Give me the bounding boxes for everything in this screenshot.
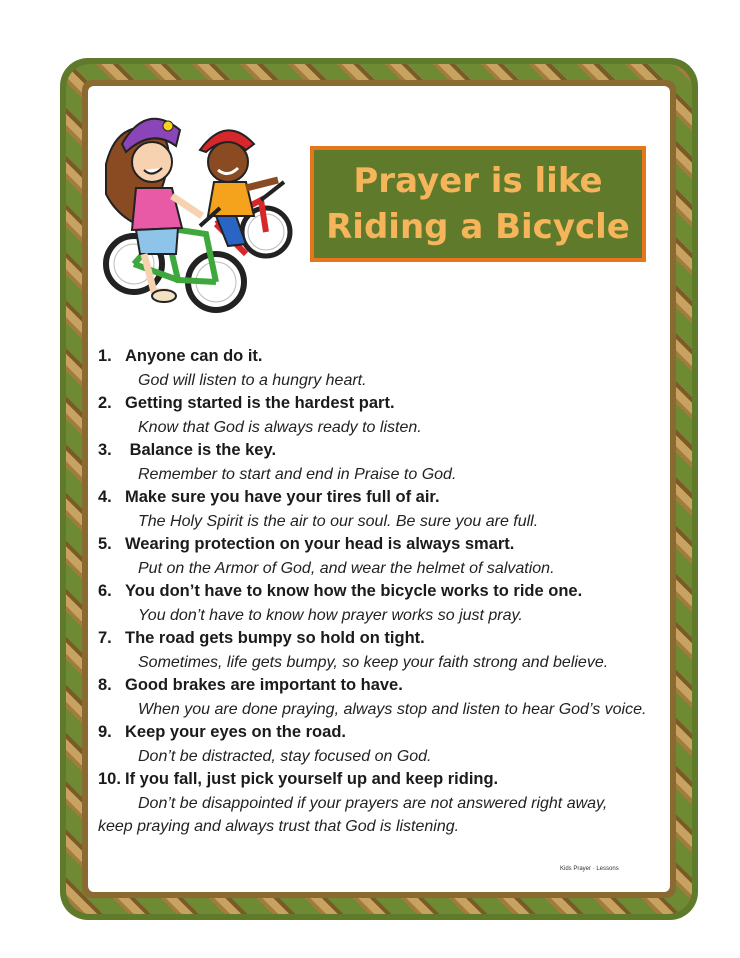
list-item bbox=[98, 627, 678, 674]
item-number: 6. bbox=[98, 582, 112, 600]
item-heading: Getting started is the hardest part. bbox=[125, 394, 395, 412]
item-explanation: You don’t have to know how prayer works so just pray. bbox=[138, 606, 523, 624]
list-item bbox=[98, 439, 678, 486]
item-heading: You don’t have to know how the bicycle works to ride one. bbox=[125, 582, 583, 600]
item-heading: The road gets bumpy so hold on tight. bbox=[125, 629, 425, 647]
list-item bbox=[98, 533, 678, 580]
list-item bbox=[98, 392, 678, 439]
item-explanation: God will listen to a hungry heart. bbox=[138, 371, 367, 389]
item-explanation-continued: keep praying and always trust that God is listening. bbox=[98, 818, 460, 835]
title-banner bbox=[310, 146, 646, 262]
item-number: 7. bbox=[98, 629, 112, 647]
list-item bbox=[98, 580, 678, 627]
item-explanation: Put on the Armor of God, and wear the helmet of salvation. bbox=[138, 559, 555, 577]
item-explanation: Don’t be distracted, stay focused on God. bbox=[138, 747, 432, 765]
list-item bbox=[98, 721, 678, 768]
item-number: 10. bbox=[98, 770, 121, 788]
item-explanation: The Holy Spirit is the air to our soul. Be sure you are full. bbox=[138, 512, 539, 530]
item-explanation: Remember to start and end in Praise to God. bbox=[138, 465, 457, 483]
list-item bbox=[98, 486, 678, 533]
item-heading: Anyone can do it. bbox=[125, 347, 263, 365]
item-explanation: Know that God is always ready to listen. bbox=[138, 418, 422, 436]
item-number: 4. bbox=[98, 488, 112, 506]
title-line-2: Riding a Bicycle bbox=[326, 207, 630, 247]
item-heading: Good brakes are important to have. bbox=[125, 676, 403, 694]
item-explanation: Sometimes, life gets bumpy, so keep your faith strong and believe. bbox=[138, 653, 609, 671]
item-heading: Balance is the key. bbox=[125, 441, 277, 459]
kids-riding-bicycles-illustration bbox=[96, 104, 300, 326]
item-heading: If you fall, just pick yourself up and keep riding. bbox=[125, 770, 499, 788]
item-number: 1. bbox=[98, 347, 112, 365]
item-explanation: Don’t be disappointed if your prayers are not answered right away, bbox=[138, 794, 608, 812]
item-number: 9. bbox=[98, 723, 112, 741]
item-heading: Keep your eyes on the road. bbox=[125, 723, 346, 741]
list-item bbox=[98, 768, 678, 839]
footer-credit: Kids Prayer · Lessons bbox=[560, 866, 619, 872]
tips-list bbox=[98, 345, 678, 839]
item-number: 8. bbox=[98, 676, 112, 694]
list-item bbox=[98, 345, 678, 392]
item-number: 3. bbox=[98, 441, 112, 459]
item-heading: Wearing protection on your head is always smart. bbox=[125, 535, 515, 553]
item-number: 2. bbox=[98, 394, 112, 412]
title-line-1: Prayer is like bbox=[353, 161, 603, 201]
list-item bbox=[98, 674, 678, 721]
item-heading: Make sure you have your tires full of air. bbox=[125, 488, 440, 506]
item-explanation: When you are done praying, always stop and listen to hear God’s voice. bbox=[138, 700, 647, 718]
item-number: 5. bbox=[98, 535, 112, 553]
